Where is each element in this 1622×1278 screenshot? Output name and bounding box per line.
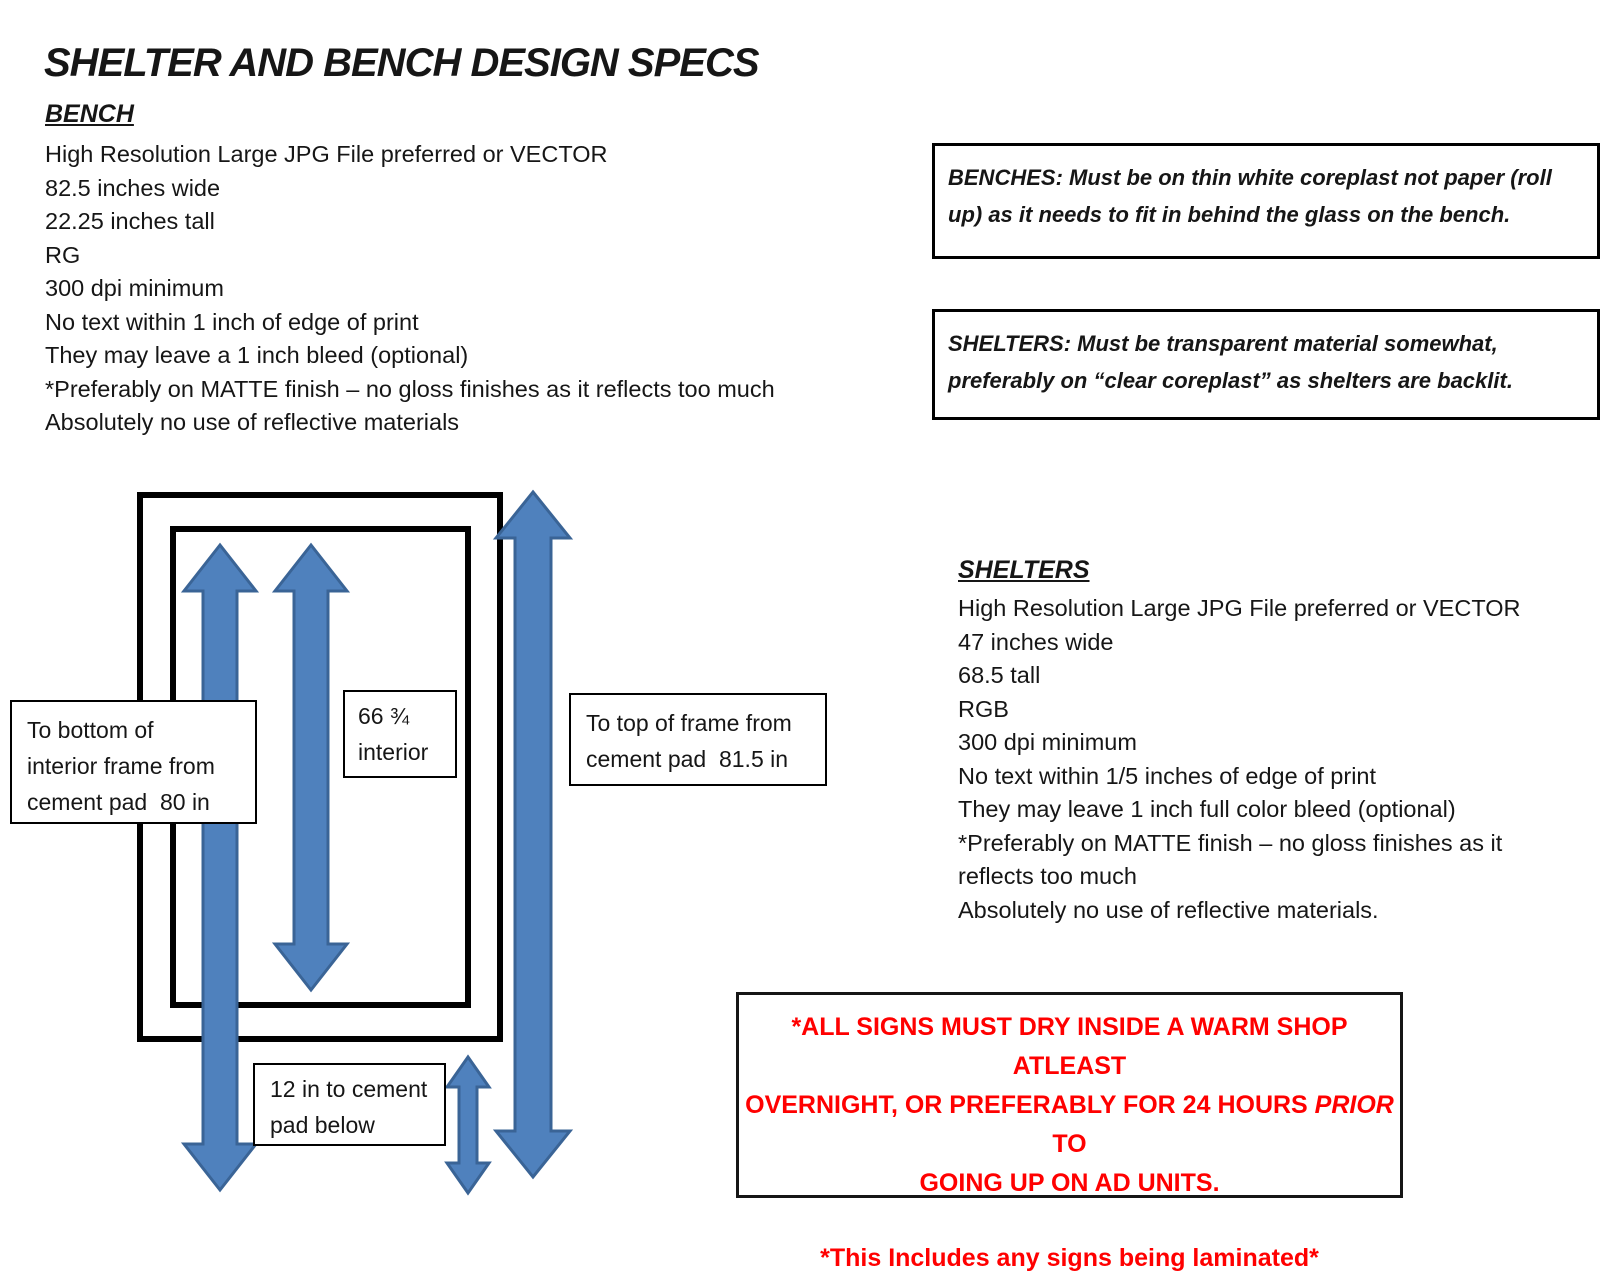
arrow-12in-to-cement-pad	[447, 1057, 489, 1193]
shelter-spec-line: 68.5 tall	[958, 662, 1041, 688]
callout-text-line: BENCHES: Must be on thin white coreplast not paper (roll	[948, 165, 1552, 190]
shelter-spec-line: *Preferably on MATTE finish – no gloss finishes as it	[958, 829, 1503, 856]
shelter-spec-line: reflects too much	[958, 863, 1137, 889]
shelter-spec-line: High Resolution Large JPG File preferred or VECTOR	[958, 595, 1521, 621]
warning-line-segment: TO	[1052, 1130, 1087, 1158]
dim-label-line: cement pad 81.5 in	[586, 746, 789, 772]
dim-label-line: pad below	[270, 1112, 375, 1138]
arrow-80in-to-bottom-of-interior-frame	[184, 545, 256, 1190]
bench-spec-line: They may leave a 1 inch bleed (optional)	[45, 342, 469, 368]
dim-label-line: 12 in to cement	[270, 1076, 428, 1102]
shelter-spec-line: RGB	[958, 695, 1009, 722]
shelter-spec-line: No text within 1/5 inches of edge of print	[958, 762, 1377, 789]
dim-label-66-three-quarter-interior	[343, 690, 457, 778]
shelter-spec-line: They may leave 1 inch full color bleed (optional)	[958, 796, 1456, 822]
shelter-spec-line: 300 dpi minimum	[958, 729, 1137, 755]
shelter-spec-line: Absolutely no use of reflective materials.	[958, 896, 1379, 923]
bench-spec-line: 22.25 inches tall	[45, 208, 215, 234]
warning-line: *This Includes any signs being laminated*	[820, 1244, 1319, 1272]
shelters-material-callout-box	[932, 309, 1600, 420]
callout-text-line: up) as it needs to fit in behind the glass on the bench.	[948, 202, 1511, 227]
dim-label-line: To top of frame from	[586, 710, 792, 736]
bench-spec-line: 82.5 inches wide	[45, 174, 221, 201]
bench-spec-line: 300 dpi minimum	[45, 275, 224, 301]
page-title: SHELTER AND BENCH DESIGN SPECS	[44, 40, 759, 85]
callout-text-line: SHELTERS: Must be transparent material somewhat,	[948, 331, 1498, 356]
dim-label-line: cement pad 80 in	[27, 789, 210, 815]
arrow-66-three-quarter-interior	[275, 545, 347, 990]
dim-label-80in-to-bottom-of-interior-frame	[10, 700, 257, 824]
bench-spec-line: High Resolution Large JPG File preferred or VECTOR	[45, 141, 608, 167]
bench-section-heading: BENCH	[45, 100, 134, 128]
warning-line	[739, 1086, 1400, 1164]
dim-label-12in-to-cement-pad	[253, 1063, 446, 1146]
warning-line: *ALL SIGNS MUST DRY INSIDE A WARM SHOP ATLEAST	[791, 1013, 1348, 1080]
dim-label-line: 66 ¾	[358, 703, 410, 729]
dim-label-line: interior frame from	[27, 753, 215, 779]
shelters-spec-list	[958, 592, 1521, 927]
dim-label-81-5in-to-top-of-frame	[569, 693, 827, 786]
dim-label-line: interior	[358, 739, 429, 765]
warning-line-segment: OVERNIGHT, OR PREFERABLY FOR 24 HOURS	[745, 1091, 1315, 1119]
bench-spec-line: *Preferably on MATTE finish – no gloss finishes as it reflects too much	[45, 375, 775, 402]
dim-label-line: To bottom of	[27, 717, 154, 743]
arrow-81-5in-to-top-of-frame	[496, 492, 570, 1177]
benches-material-callout-box	[932, 143, 1600, 259]
bench-spec-line: Absolutely no use of reflective materials	[45, 409, 460, 435]
warning-line: GOING UP ON AD UNITS.	[919, 1169, 1220, 1197]
bench-spec-line: No text within 1 inch of edge of print	[45, 308, 419, 335]
warning-line-segment-italic: PRIOR	[1314, 1091, 1394, 1119]
shelter-spec-line: 47 inches wide	[958, 628, 1114, 655]
bench-spec-line: RG	[45, 241, 81, 268]
callout-text-line: preferably on “clear coreplast” as shelters are backlit.	[948, 368, 1513, 393]
warning-blank-line	[739, 1203, 1400, 1239]
shelters-section-heading: SHELTERS	[958, 556, 1090, 584]
drying-warning-box	[736, 992, 1403, 1272]
